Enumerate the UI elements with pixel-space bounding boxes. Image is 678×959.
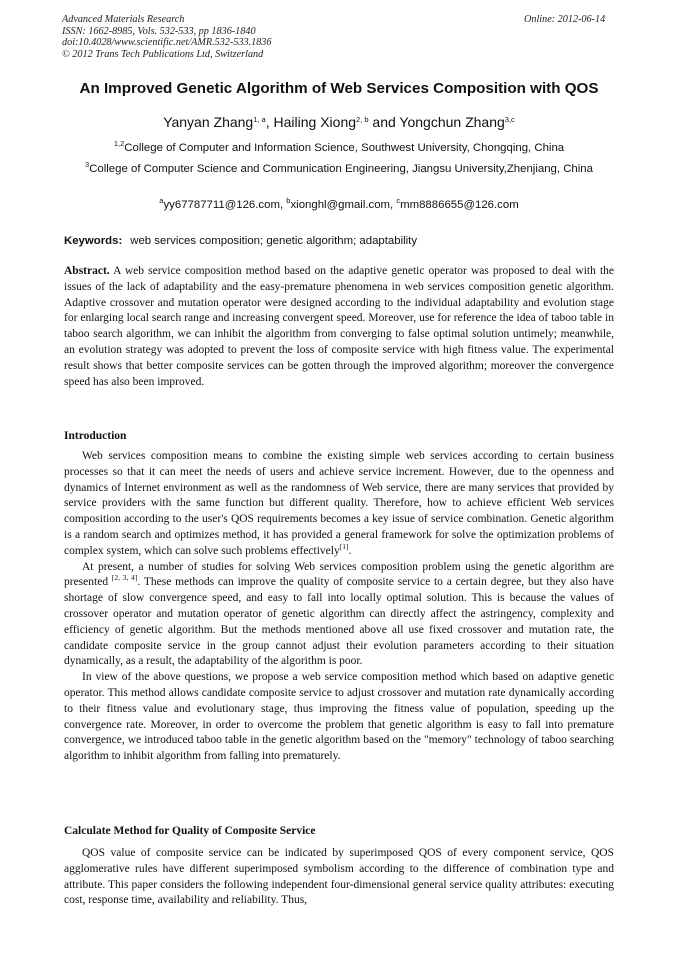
author-list xyxy=(20,114,658,130)
email-address: mm8886655@126.com xyxy=(400,199,519,211)
paper-title: An Improved Genetic Algorithm of Web Services Composition with QOS xyxy=(79,80,599,97)
affiliation xyxy=(60,162,618,178)
affiliation-superscript: 1,2 xyxy=(113,139,125,148)
issn-line: ISSN: 1662-8985, Vols. 532-533, pp 1836-1840 xyxy=(62,25,256,37)
keywords-text: web services composition; genetic algorithm; adaptability xyxy=(130,235,418,247)
introduction-body xyxy=(64,449,614,765)
affiliation-superscript: 3 xyxy=(85,160,90,169)
keywords xyxy=(64,235,417,247)
affiliation xyxy=(60,141,618,157)
paragraph xyxy=(64,449,614,560)
affiliation-text: College of Computer and Information Science, Southwest University, Chongqing, China xyxy=(124,142,565,154)
author-separator: , xyxy=(265,114,274,130)
author-superscript: 3,c xyxy=(504,115,515,124)
author-separator: and xyxy=(368,114,400,130)
copyright-line: © 2012 Trans Tech Publications Ltd, Switzerland xyxy=(62,48,264,60)
email-list xyxy=(20,196,658,211)
author-superscript: 2, b xyxy=(356,115,369,124)
online-date: Online: 2012-06-14 xyxy=(524,14,606,25)
paragraph-end: . xyxy=(348,544,352,557)
paragraph-text: At present, a number of studies for solving Web services composition problem using the genetic algorithm are presented xyxy=(64,560,614,589)
abstract-text: A web service composition method based on the adaptive genetic operator was proposed to deal with the issues of the lack of adaptability and the easy-premature phenomena in web services composition genetic algorithm. Adaptive crossover and mutation operator were designed according to the individual adaptability and evolution stage for enlarging local search range and increasing convergent speed. Moreover, use for reference the idea of taboo table in taboo search algorithm, we can inhibit the algorithm from converging to false optimal solution untimely; meanwhile, an evolution strategy was adopted to prevent the loss of composite service with high fitness value. The experimental result shows that better composite services can be gotten through the improved algorithm; moreover the convergence speed has also been improved. xyxy=(64,265,614,388)
email-separator: , xyxy=(279,199,287,211)
author-name: Yanyan Zhang xyxy=(163,114,254,130)
email-superscript: a xyxy=(159,196,164,205)
journal-name: Advanced Materials Research xyxy=(62,14,185,25)
email-superscript: b xyxy=(286,196,291,205)
section-heading-introduction: Introduction xyxy=(64,430,127,442)
journal-header xyxy=(62,14,271,60)
email-superscript: c xyxy=(396,196,401,205)
paragraph xyxy=(64,560,614,671)
email-address: yy67787711@126.com xyxy=(163,199,280,211)
author-name: Yongchun Zhang xyxy=(399,114,505,130)
section-heading-calculate-method: Calculate Method for Quality of Composite Service xyxy=(64,825,316,837)
keywords-label: Keywords: xyxy=(64,235,123,247)
citation: [2, 3, 4] xyxy=(111,573,138,583)
paragraph-text: . These methods can improve the quality of composite service to a certain degree, but they also have shortage of slow convergence speed, and easy to fall into locally optimal solution. This is because the values of crossover operator and mutation operator of genetic algorithm can directly affect the astringency, complexity and efficiency of genetic algorithm. But the methods mentioned above all use fixed crossover and mutation rate, the candidate composite service in the group cannot adjust their evolution parameters according to their situation dynamically, as a result, the adaptability of the algorithm is poor. xyxy=(64,576,615,668)
author-name: Hailing Xiong xyxy=(273,114,357,130)
affiliation-text: College of Computer Science and Communication Engineering, Jiangsu University,Zhenjiang, China xyxy=(89,163,593,175)
abstract-label: Abstract. xyxy=(64,265,110,277)
calculate-body xyxy=(64,846,614,909)
email-separator: , xyxy=(390,199,397,211)
paragraph: In view of the above questions, we propose a web service composition method which based on adaptive genetic operator. This method allows candidate composite service to adjust crossover and mutation rate dynamically according to their fitness value and evolutionary stage, thus improving the fitness value of population, speeding up the convergence rate. Moreover, in order to overcome the problem that genetic algorithm is easy to fall into premature convergence, we introduced taboo table in the genetic algorithm based on the "memory" technology of taboo searching algorithm to inhibit algorithm from falling into prematurely. xyxy=(64,671,614,763)
author-superscript: 1, a xyxy=(253,115,266,124)
paragraph: QOS value of composite service can be indicated by superimposed QOS of every component service, QOS agglomerative rules have different superimposed symbolism according to the difference of combination type and attribute. This paper considers the following independent four-dimensional general service quality attributes: executing cost, response time, availability and reliability. Thus, xyxy=(64,847,614,907)
email-address: xionghl@gmail.com xyxy=(290,199,391,211)
citation: [1] xyxy=(339,541,349,551)
abstract xyxy=(64,264,614,390)
paragraph-text: Web services composition means to combine the existing simple web services according to certain business processes so that it can meet the needs of users and achieve service increment. However, due to the openness and dynamics of Internet environment as well as the randomness of Web service, there are many services that provided by service providers with the same function but different quality. Therefore, how to achieve efficient Web services composition according to the user's QOS requirements becomes a key issue of service combination. Genetic algorithm is a random search and optimizes method, it has provided a general framework for solve the optimization problems of complex system, which can solve such problems effectively xyxy=(64,450,614,557)
doi-line: doi:10.4028/www.scientific.net/AMR.532-533.1836 xyxy=(62,37,272,49)
